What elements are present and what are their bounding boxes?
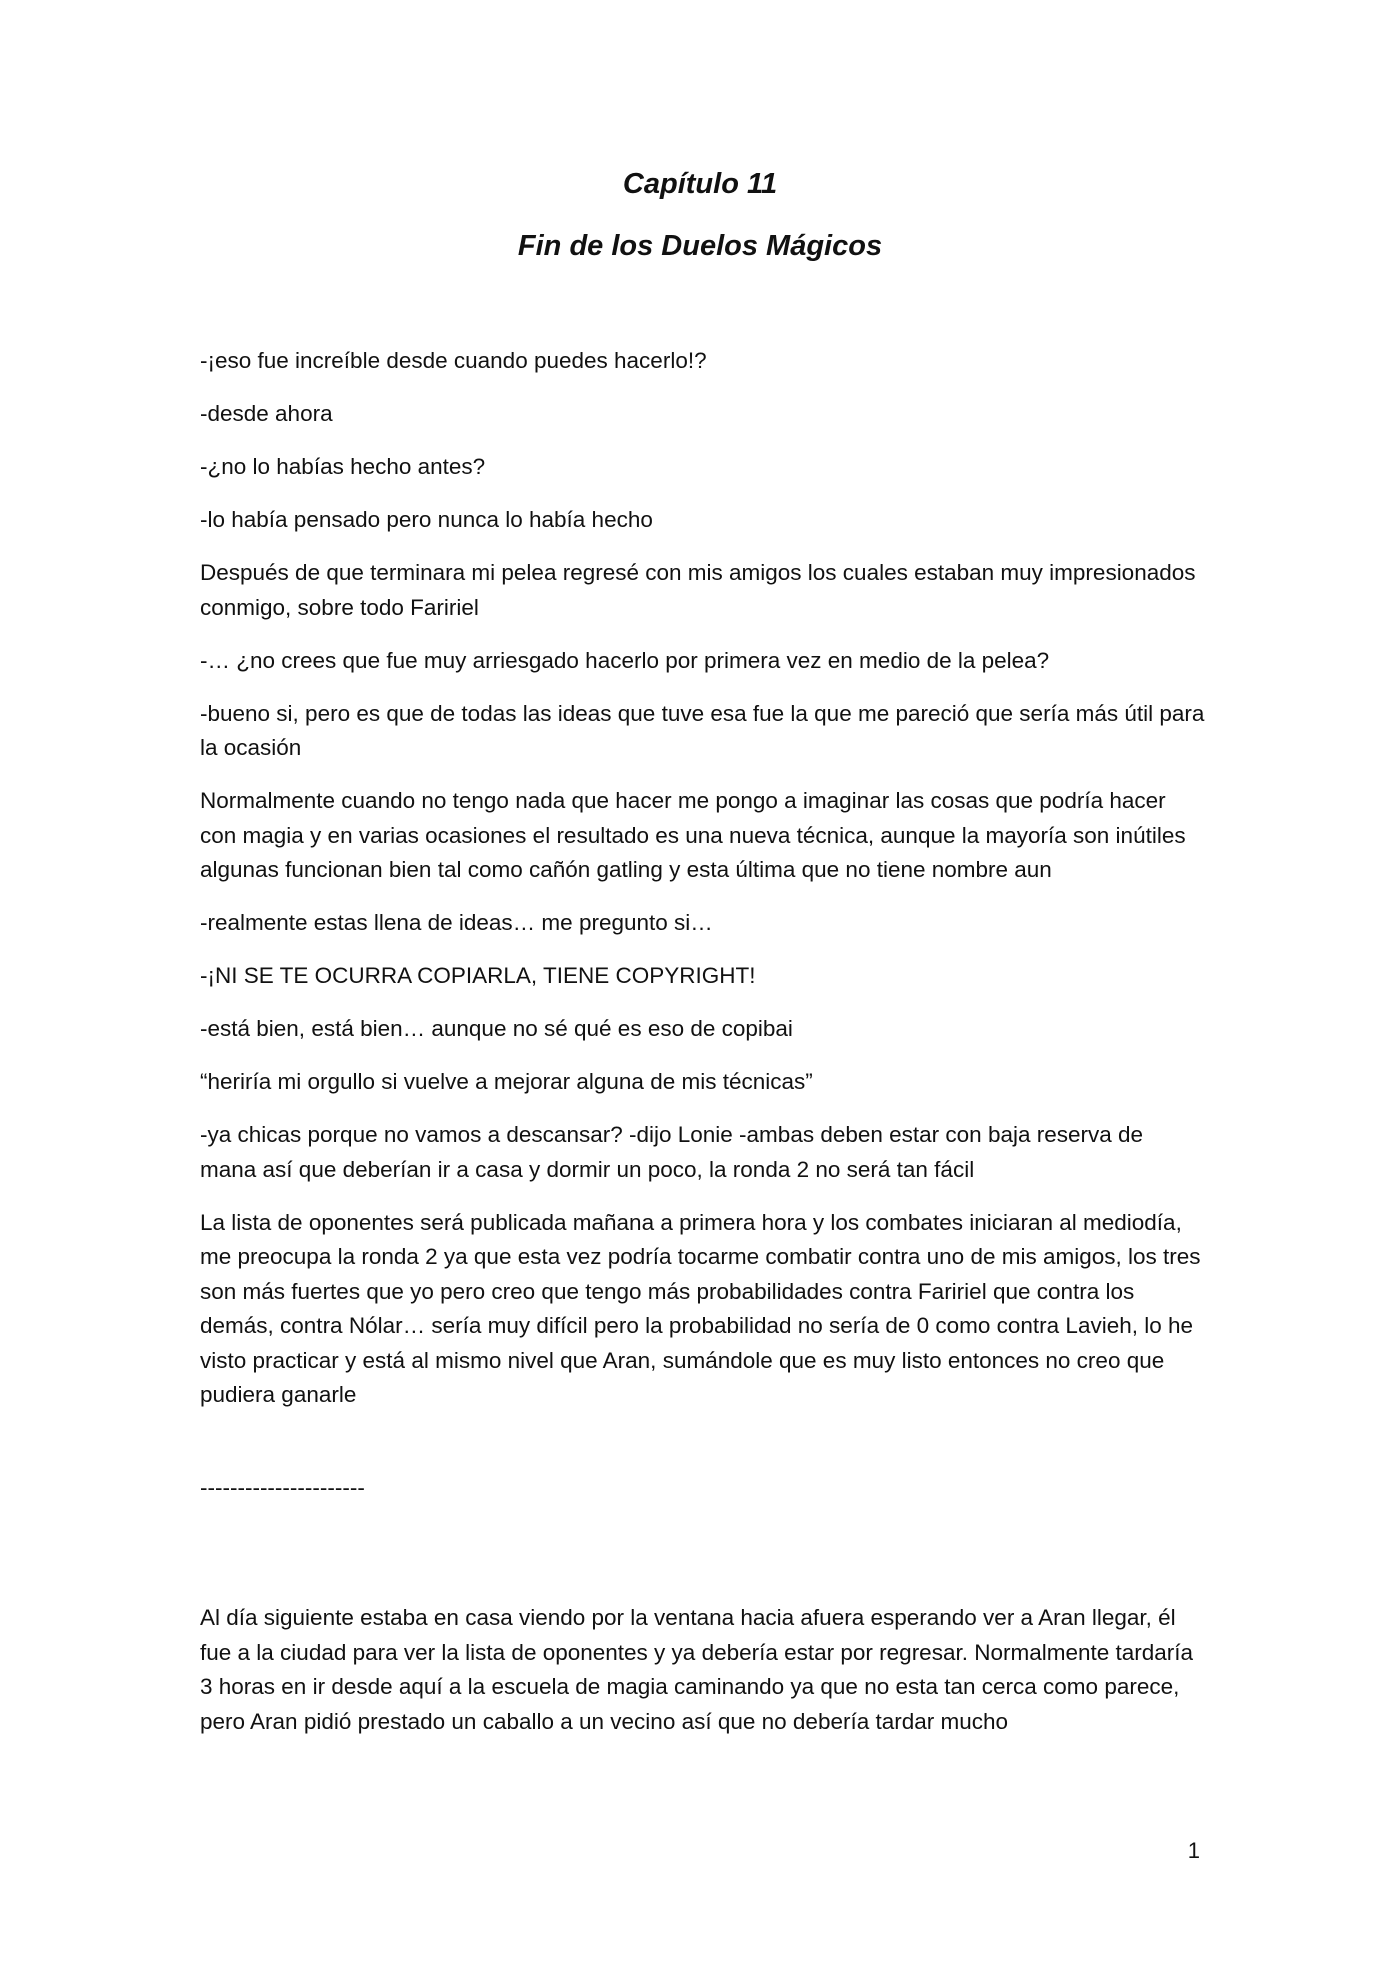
chapter-title: Fin de los Duelos Mágicos bbox=[517, 230, 883, 262]
chapter-body bbox=[200, 344, 1205, 1758]
paragraph: -lo había pensado pero nunca lo había hecho bbox=[200, 507, 653, 532]
paragraph: -¿no lo habías hecho antes? bbox=[200, 454, 486, 479]
paragraph: Normalmente cuando no tengo nada que hacer me pongo a imaginar las cosas que podría hacer con magia y en varias ocasiones el resultado es una nueva técnica, aunque la mayoría son inútiles algunas funcionan bien tal como cañón gatling y esta última que no tiene nombre aun bbox=[200, 788, 1186, 882]
chapter-header bbox=[0, 166, 1400, 264]
paragraph: -… ¿no crees que fue muy arriesgado hacerlo por primera vez en medio de la pelea? bbox=[200, 647, 1050, 673]
page-number: 1 bbox=[1187, 1838, 1200, 1863]
chapter-number: Capítulo 11 bbox=[622, 168, 778, 200]
paragraph: Después de que terminara mi pelea regresé con mis amigos los cuales estaban muy impresionados conmigo, sobre todo Faririel bbox=[200, 560, 1196, 620]
paragraph: -¡NI SE TE OCURRA COPIARLA, TIENE COPYRIGHT! bbox=[200, 963, 756, 988]
paragraph: -realmente estas llena de ideas… me pregunto si… bbox=[200, 910, 713, 935]
paragraph: La lista de oponentes será publicada mañana a primera hora y los combates iniciaran al mediodía, me preocupa la ronda 2 ya que esta vez podría tocarme combatir contra uno de mis amigos, los tres son más fuertes que yo pero creo que tengo más probabilidades contra Faririel que contra los demás, contra Nólar… sería muy difícil pero la probabilidad no sería de 0 como contra Lavieh, lo he visto practicar y está al mismo nivel que Aran, sumándole que es muy listo entonces no creo que pudiera ganarle bbox=[200, 1209, 1201, 1407]
paragraph: Al día siguiente estaba en casa viendo por la ventana hacia afuera esperando ver a Aran llegar, él fue a la ciudad para ver la lista de oponentes y ya debería estar por regresar. Normalmente tardaría 3 horas en ir desde aquí a la escuela de magia caminando ya que no esta tan cerca como parece, pero Aran pidió prestado un caballo a un vecino así que no debería tardar mucho bbox=[200, 1605, 1194, 1734]
paragraph: -desde ahora bbox=[200, 401, 333, 426]
scene-separator: ---------------------- bbox=[200, 1474, 365, 1500]
paragraph: -bueno si, pero es que de todas las ideas que tuve esa fue la que me pareció que sería más útil para la ocasión bbox=[200, 700, 1205, 760]
paragraph: -¡eso fue increíble desde cuando puedes hacerlo!? bbox=[200, 348, 707, 373]
paragraph: -está bien, está bien… aunque no sé qué es eso de copibai bbox=[200, 1016, 793, 1041]
paragraph: -ya chicas porque no vamos a descansar? -dijo Lonie -ambas deben estar con baja reserva de mana así que deberían ir a casa y dormir un poco, la ronda 2 no será tan fácil bbox=[200, 1122, 1144, 1182]
paragraph: “heriría mi orgullo si vuelve a mejorar alguna de mis técnicas” bbox=[200, 1069, 813, 1094]
